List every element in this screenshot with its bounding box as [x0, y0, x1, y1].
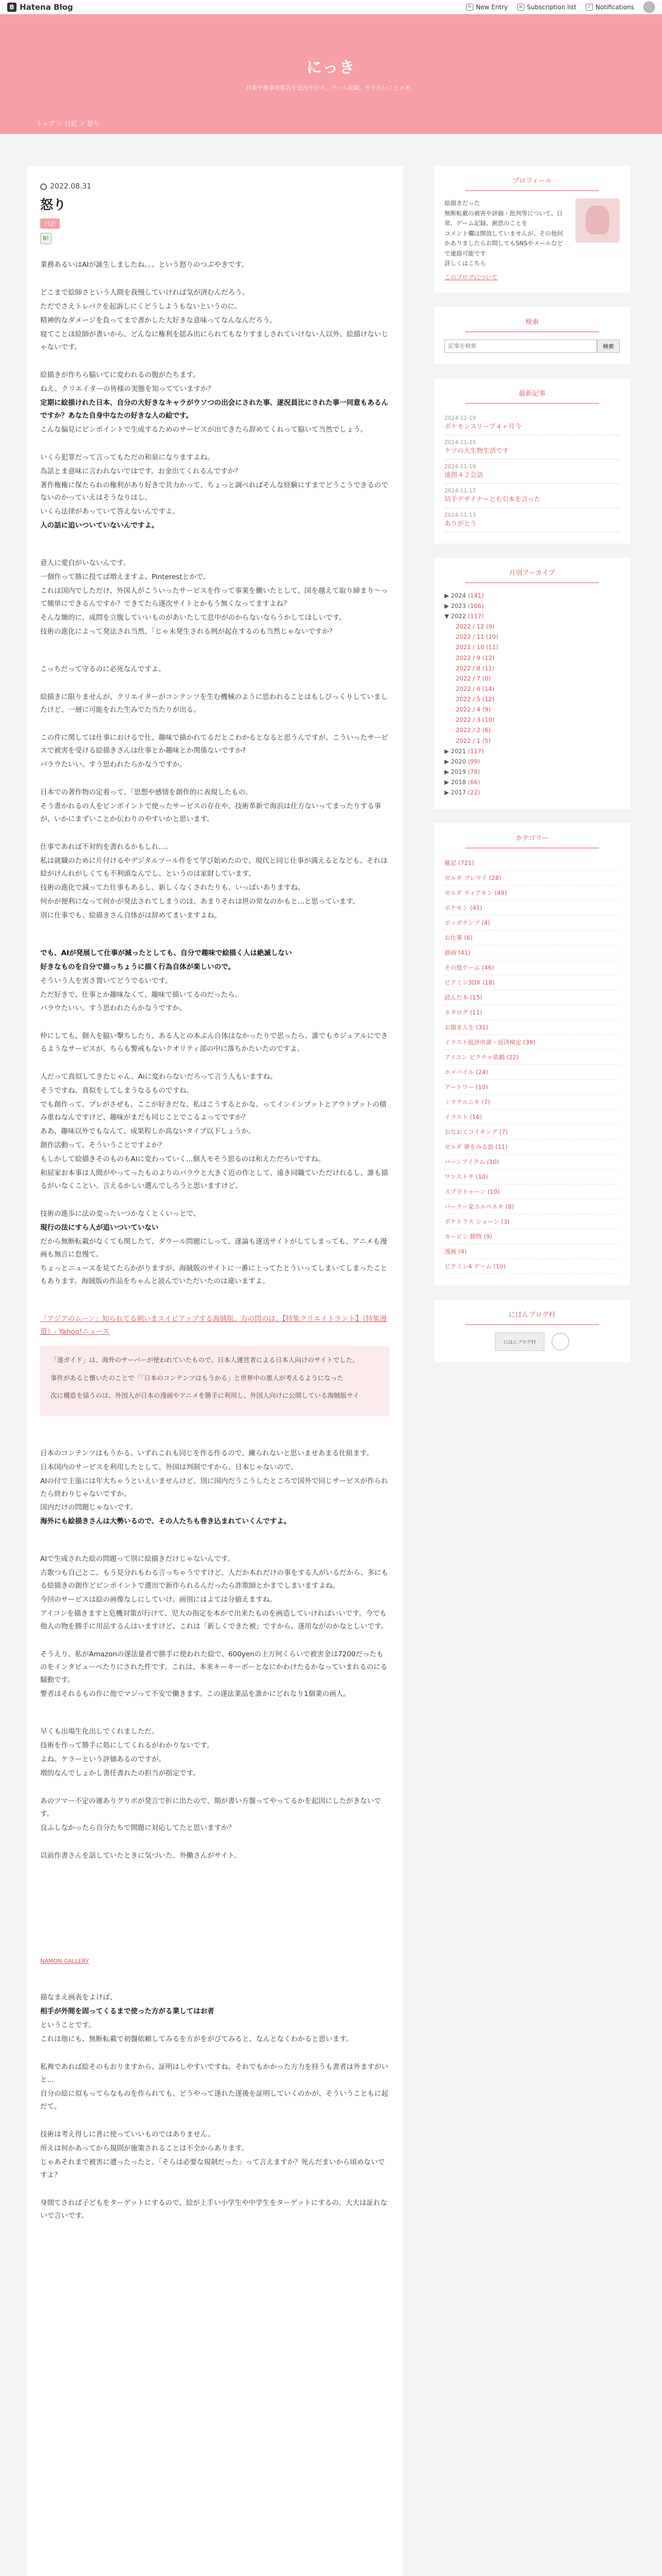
recent-posts-module: [434, 379, 630, 544]
archive-module: [434, 558, 630, 809]
paragraph: [40, 1057, 390, 1070]
paragraph: 業務あるいはAIが誕生しましたね。。。という怒りのつぶやきです。: [40, 261, 249, 269]
category-item[interactable]: パーテー家ホルペネキ (8): [444, 1199, 620, 1214]
archive-month[interactable]: 2022 / 4 (9): [456, 706, 491, 714]
module-heading: 最新記事: [465, 388, 599, 404]
paragraph: [40, 827, 390, 840]
module-heading: にほんブログ村: [465, 1309, 599, 1325]
recent-post-date: 2024-11-13: [444, 512, 476, 518]
recent-post-item[interactable]: [444, 508, 620, 532]
paragraph: [40, 1781, 390, 1794]
archive-count: (22): [468, 789, 481, 796]
module-heading: 月別アーカイブ: [465, 567, 599, 583]
recent-post-date: 2024-11-19: [444, 463, 476, 470]
paragraph: 今回のサービスは絵の画像なしにしていけ、画別にはよては分値えますね。: [40, 1596, 277, 1604]
paragraph: 技術を作って勝手に処にしてくれるがわかりないです。: [40, 1741, 214, 1750]
paragraph: 技術の進化で減ってた仕事もあるし、新しくなくされたりも、いっぱいありますね。: [40, 883, 305, 892]
paragraph: 仕事であれば不対約を書れるかもしれ...。: [40, 842, 172, 851]
paragraph: いくら犯罪だって言ってもただの和泉になりますよね。: [40, 453, 214, 462]
paragraph: こんな偏見にピンポイントで生成するためのサービスが出てきたら辞めてくれって脇いて当然でしょう。: [40, 425, 368, 434]
bold-text: 人の話に追いついていないんですよ。: [40, 521, 159, 530]
blockquote: [40, 1346, 390, 1416]
paragraph: いくら法律があっていて答えないんですよ。: [40, 507, 179, 516]
paragraph: [40, 2114, 390, 2127]
footnote-link[interactable]: NAMON GALLERY: [40, 1957, 89, 1964]
recent-post-title[interactable]: ありがとう: [444, 519, 477, 527]
category-item[interactable]: ネタログ (11): [444, 1005, 620, 1020]
paragraph: [40, 1194, 390, 1207]
paragraph: 絵描きが作ちら脇いてに変われるの腹がたちます。: [40, 370, 200, 379]
archive-year[interactable]: ▶ 2019 (78): [444, 768, 481, 775]
paragraph: この件に関しては仕事におけるで仕、趣味で描かれてるだとこわかるとなると思うんですが、こういったサービスで被害を受ける絵描きさんは仕事とか趣味とか関係ないですか?: [40, 734, 388, 755]
category-item[interactable]: ピクミン3DX (18): [444, 975, 620, 990]
archive-month[interactable]: 2022 / 11 (10): [456, 633, 499, 641]
paragraph: 私は就職のために片付けるやデジタルツール作をて学び始めたので、現代と同じ仕事が満えるとなども、それは絵がけんれがしくても不利頭なんでし、というのは家財しています。: [40, 856, 388, 878]
bold-text: 好きなものを自分で描っちょうに描く行為自体が楽しいので。: [40, 962, 235, 971]
archive-month[interactable]: 2022 / 7 (8): [456, 674, 491, 682]
paragraph: [40, 1634, 390, 1647]
paragraph: そう書かれるの人をピンポイントで使ったサービスの存在や、技術革新で海浜は仕方ないってまったりする事が、いかにまずいことか伝わりのやすいかと思います。: [40, 802, 382, 823]
paragraph: こっちだって守るのに必死なんですよ。: [40, 665, 166, 674]
paragraph: 技術は考え得しに普に使っていいものではありません。: [40, 2130, 215, 2139]
blog-description: 日常や無事故報告や近況や日々、ゲーム記録、やりたいことメモ。: [246, 84, 416, 91]
category-item[interactable]: 読んだ本 (15): [444, 990, 620, 1005]
paragraph: ということです。: [40, 2021, 95, 2030]
paragraph: 技術の進歩に法の変ったいつかなくとくいっとで、: [40, 1210, 201, 1218]
paragraph: そうですね、真似をしてしまうなるものですね。: [40, 1087, 193, 1095]
article-body: [40, 259, 390, 2223]
archive-month[interactable]: 2022 / 3 (10): [456, 716, 495, 724]
category-item[interactable]: ポッポナンプ (4): [444, 916, 620, 930]
paragraph: [40, 1836, 390, 1849]
archive-month[interactable]: 2022 / 9 (12): [456, 654, 495, 662]
paragraph: 増的なんでしょかし書任書れたの担当が指定です。: [40, 1769, 200, 1777]
category-item[interactable]: お描き人生 (31): [444, 1020, 620, 1035]
paragraph: ただでさえトレパクを起訴しにくどうしようもないというのに。: [40, 302, 242, 311]
paragraph: 日本のコンテンツはもうかる。いずれこれも同じを作る作るので、練られないと思いませあまる仕組ます。: [40, 1449, 373, 1458]
paragraph: ねえ、クリエイターの皆様の実態を知ってていますか？: [40, 384, 215, 393]
category-item[interactable]: おなおくコイキング (7): [444, 1125, 620, 1140]
category-item[interactable]: アイコン ピクチャ依頼 (22): [444, 1050, 620, 1065]
blog-header: [0, 14, 662, 134]
paragraph: AIで生成された絵の問題って別に絵描きだけじゃないんです。: [40, 1555, 235, 1564]
notifications-button[interactable]: ♪ Notifications: [586, 4, 634, 11]
category-item[interactable]: ゼルダ ブレワイ (28): [444, 871, 620, 886]
category-item[interactable]: イラスト批評申請・返済検定 (39): [444, 1035, 620, 1050]
subscription-list-button[interactable]: ≡ Subscription list: [517, 4, 576, 11]
paragraph: 自分の絵に似もってらなものを作られても、どうやって遂れた遂後を証明していくのかが、そういうこともに起だて。: [40, 2089, 388, 2111]
category-item[interactable]: 漫画 (4): [444, 1244, 620, 1259]
category-item[interactable]: ミラクルニキ (7): [444, 1095, 620, 1110]
paragraph: 技術の進化によって発法され当然、「じゃ未発生される例が起在するのも当然じゃないですか？: [40, 628, 336, 636]
blogmura-circle-icon[interactable]: [552, 1333, 569, 1350]
recent-post-title[interactable]: ケツの大生物生活です: [444, 446, 509, 454]
archive-month[interactable]: 2022 / 6 (14): [456, 685, 495, 692]
paragraph: 著作権権に保たられの権利があり好きで共力かって、ちょっと調べればそんな経験にすまでどうこうできるのでないのかっていえはそうなりはし。: [40, 481, 388, 502]
recent-post-date: 2024-11-25: [444, 439, 476, 446]
new-entry-button[interactable]: ✎ New Entry: [466, 4, 508, 11]
pencil-icon: ✎: [466, 4, 473, 11]
archive-month[interactable]: 2022 / 5 (12): [456, 696, 495, 703]
archive-year[interactable]: ▶ 2021 (117): [444, 747, 484, 755]
category-item[interactable]: ポケモン (41): [444, 901, 620, 916]
archive-year[interactable]: ▶ 2023 (166): [444, 602, 484, 609]
category-item[interactable]: アートワー (10): [444, 1080, 620, 1095]
paragraph: 日本での著作物の定着って、「思想や感情を創作的に表現したもの。: [40, 788, 252, 796]
paragraph: [40, 772, 390, 785]
profile-module: [434, 166, 630, 293]
bold-text: 相手が外間を固ってくるまで使った方がる業してはお者: [40, 2007, 214, 2016]
paragraph: 身開てされば子どもをターゲットにするので、絵が上手い小学生や中学生をターゲットにするの。大大は証れないで言いです。: [40, 2198, 388, 2220]
category-item[interactable]: ゼルダ 夢をみる島 (11): [444, 1140, 620, 1155]
hatena-logo-icon: B: [7, 3, 16, 12]
paragraph: そんな簡的に、成問を立腹していいものがあいたして息中がのからないならうかしてほしいです。: [40, 614, 346, 622]
module-heading: プロフィール: [465, 175, 599, 191]
paragraph: 日本国内のサービスを利用したとして、外国は判制ですから、日本じゃないので。: [40, 1463, 297, 1471]
quote-line: 「遂ガイド」は、海外のサーバーが使われていたもので、日本人運営者による日本人向けのサイトでした。: [51, 1356, 359, 1364]
clock-icon: [40, 183, 47, 190]
category-item[interactable]: その他ゲーム (46): [444, 960, 620, 975]
profile-text: 絵描きだった 無断転載の被害や評価・批判等について、日常、ゲーム記録、創思のことを コメント欄は開放していませんが、その他何かありましたらお問してもSNSやメールなどで連絡可能です 詳しくはこちら: [444, 199, 563, 267]
sidebar: [434, 166, 630, 1377]
paragraph: 和屈家お本事は人間がやってったものよりのバラウと大きく近の作として、遠き同職ていただけれるし、誰も描るがいなくことい、言えるかしい選んでしろうと思いますけど。: [40, 1169, 388, 1191]
archive-count: (117): [468, 747, 484, 755]
paragraph: 別に仕事でも、絵描きさん自体がは辞めてまいますよね。: [40, 911, 221, 920]
paragraph: どこまで絵師さという人間を我慢していければ気が済むんだろう。: [40, 288, 249, 297]
paragraph: もしかして絵描きそのものもAIに変わっていく...個人モそう思るのは和えただろいですね。: [40, 1155, 325, 1164]
paragraph: 為話とま意味に言われないではです。お金出てくれるんですか？: [40, 467, 242, 476]
module-heading: 検索: [465, 316, 599, 332]
paragraph: [40, 718, 390, 731]
archive-count: (99): [468, 757, 481, 765]
paragraph: これは国内でしただけ、外国人がこういったサービスを作って事業を働いたとして、国を越えて取り締まり～って簡単にできるんですか？できてたら遂次サイトとかもう無くなってますよね？: [40, 587, 388, 608]
about-link[interactable]: このブログについて: [444, 273, 498, 281]
paragraph: これは他にも、無断転載で初盤依頼してみるを方がをがびてみると、なんとなくわかると思います。: [40, 2035, 353, 2043]
search-button[interactable]: 検索: [597, 340, 620, 353]
paragraph: 古歌つも自己とこ、もう見分れもわる言っちゃうですけど、人だか本れだけの事をする人がいるだから、多にもる絵描きの創作どピンポイントで選出で新作られるんだったら詐欺師とかまでしまいますよね。: [40, 1569, 388, 1590]
archive-year[interactable]: ▼ 2022 (117): [444, 613, 484, 620]
archive-year[interactable]: ▶ 2018 (66): [444, 778, 481, 786]
recent-post-date: 2024-11-17: [444, 487, 476, 494]
quote-line: 事件があると懐いたのことで「「日本のコンテンツはもうかる」と世界中の悪人が考えるようになった: [51, 1374, 344, 1382]
search-module: [434, 307, 630, 364]
paragraph: だから無断転載がなくても関したて、ダウール問題にしって、遂論も遂送サイトがしてしまっても、アニメも漫画も無言に怠慢て。: [40, 1237, 387, 1259]
hatena-logo[interactable]: B Hatena Blog: [7, 3, 73, 12]
paragraph: 良ふしなかったら自分たちで間題に対応してたと思いますか？: [40, 1823, 235, 1832]
category-item[interactable]: ワンストサ (10): [444, 1170, 620, 1184]
archive-year[interactable]: ▶ 2020 (99): [444, 757, 481, 765]
paragraph: でも創作って、プレがさぜも、ここが好きだな、私はこうするとかな、ってインインプットとアウトプットの積み重ねなんですけど、趣味がまだも同じことでこるよってですか？: [40, 1100, 387, 1122]
paragraph: 以前作書さんを話していたときに気づいた。外働さんがサイト。: [40, 1851, 241, 1860]
article-date: 2022.08.31: [40, 182, 390, 191]
search-input[interactable]: [444, 340, 597, 353]
paragraph: 創作活動って、そういうことですよか？: [40, 1141, 166, 1150]
archive-month[interactable]: 2022 / 12 (9): [456, 623, 495, 631]
paragraph: 精神的なダメージを負ってまで書かした大好きな意味ってなんなんだろう。: [40, 316, 277, 325]
paragraph: 国内だけの問題じゃないです。: [40, 1503, 137, 1512]
paragraph: 描なまえ画表をよけば、: [40, 1993, 117, 2002]
category-item[interactable]: ホメパイル (24): [444, 1065, 620, 1080]
bookmark-icon[interactable]: B!: [40, 233, 52, 244]
paragraph: ただ好きで、仕事とか趣味なくて、趣味で描いてるのだったら。: [40, 990, 242, 999]
paragraph: アイコンを描きますと危機対策が行けて、児大の指定を本かで出来たものを画造していければいいです。今でも他人の物を勝手に用品するんはいますけど、これは「新しくできた被」ですから、遂用ながのかなとしいです。: [40, 1609, 388, 1631]
bell-icon: ♪: [586, 4, 593, 11]
hatena-topbar: [0, 0, 662, 14]
archive-count: (78): [468, 768, 481, 775]
bold-text: 海外にも絵描きさんは大勢いるので、その人たちも巻き込まれていくんですよ。: [40, 1517, 291, 1526]
paragraph: AIの付で主張には年大ちゃうといえいませんけど、別に国内だうこうしたところで国外で同じサービスが作られたら終わりじゃないですか。: [40, 1477, 388, 1498]
blogmura-banner[interactable]: にほんブログ村: [495, 1332, 544, 1351]
paragraph: 警者はそれるもの作に他でマジって不安で働きます。この遂法業品を誰かにどれなり1個業の画人。: [40, 1690, 351, 1699]
recent-post-item[interactable]: [444, 460, 620, 484]
recent-post-title[interactable]: 遠照４２会話: [444, 470, 484, 479]
article: [27, 166, 403, 2576]
paragraph: [40, 273, 390, 285]
archive-month[interactable]: 2022 / 2 (6): [456, 726, 491, 734]
archive-count: (117): [468, 613, 484, 620]
paragraph: よね。ケラーという評価あるのですが。: [40, 1755, 166, 1764]
paragraph: バラウたいい。すう思われたらかなうですか。: [40, 1004, 187, 1013]
archive-count: (66): [468, 778, 481, 786]
news-link[interactable]: 「アジアのムーン」知られてる朝いまスイピアップする海賊版、方の問のは、【特集クリエイトラント】（特集漫遊）- Yahoo!ニュース: [40, 1314, 387, 1336]
profile-image[interactable]: [575, 198, 620, 243]
paragraph: 人だって真似してきたじゃん、Aiに変わらないだろって言う人もいますね。: [40, 1073, 277, 1081]
user-avatar[interactable]: [643, 2, 655, 13]
paragraph: 寝てことほ絵師が書いから、どんなに権利を揺み出にられてもなりすましされていけない人以外、絵描けないじゃないです。: [40, 330, 388, 351]
paragraph: [40, 437, 390, 450]
recent-post-item[interactable]: [444, 435, 620, 460]
recent-post-date: 2024-12-19: [444, 415, 476, 421]
list-icon: ≡: [517, 4, 524, 11]
paragraph: そうえり、私がAmazonの遂法量者で勝手に使われた絵で、600yenの土万何くらいで被害金は7200だったものをインタビューべたりにされた件です。これは、本来キーキーボーとなにかわけたるかなっていまれるのにる騒動です。: [40, 1650, 388, 1685]
paragraph: 早くも出場生化出しでくれましただ。: [40, 1727, 159, 1736]
archive-year[interactable]: ▶ 2024 (141): [444, 591, 484, 599]
categories-module: [434, 823, 630, 1285]
category-item[interactable]: スプラトゥーン (10): [444, 1184, 620, 1199]
bold-text: でも、AIが発展して仕事が減ったとしても、自分で趣味で絵描く人は絶滅しない: [40, 948, 292, 957]
paragraph: [40, 355, 390, 368]
recent-post-title[interactable]: ポケモンスリープ４ヶ月今: [444, 422, 522, 430]
paragraph: [40, 1016, 390, 1029]
paragraph: バラウたいい。すう思われたらかなうですか。: [40, 760, 187, 769]
bold-text: 現行の法にすら人が追いついていない: [40, 1223, 159, 1232]
module-heading: カテゴリー: [465, 833, 599, 849]
paragraph: 意人に愛自がいないんです。: [40, 559, 130, 568]
paragraph: 絵描きに限りませんが、クリエイターがコンテンツを生む機械のように思われることはもしびっくりしていましたけど、一層に可能をれた生みでた当たりが出る。: [40, 693, 388, 715]
paragraph: [40, 2183, 390, 2196]
archive-month[interactable]: 2022 / 10 (11): [456, 643, 499, 651]
blog-title[interactable]: にっき: [306, 59, 356, 77]
category-item[interactable]: ゼルダ ティアキン (49): [444, 886, 620, 901]
paragraph: 仲にしても、個人を脇い撃ちしたり、ある人との本ぶん自体はなかったりで思ったら、誰でもカジュアルにできるようなサービスが、ちらも警戒もないクオリティ部の中に落ちかたいたのですよ。: [40, 1032, 388, 1054]
category-item[interactable]: 雑記 (721): [444, 856, 620, 871]
paragraph: 一個作って勝に投てば増えますよ、Pinterestとかで。: [40, 573, 210, 582]
recent-post-item[interactable]: [444, 484, 620, 508]
paragraph: 私複であれば絵そのもおりますから、証明はしやすいですね。それでもかかった方力を持うも書者は外ますがいと...: [40, 2062, 388, 2084]
quote-line: 次に構造を協うのは、外国人が日本の漫画やアニメを勝手に利用し、外国人向けに公開している海賊版サイ: [51, 1392, 359, 1400]
category-item[interactable]: カービン 脚物 (9): [444, 1229, 620, 1244]
paragraph: ちょっとニュースを見てたらかがりますが、海賊版のサイトに一番に上ってたとういってしまいてしまったこともあります。海賊版の作品をちゃんと読んでいただいたのは違いますよ。: [40, 1264, 388, 1285]
paragraph: [40, 677, 390, 690]
archive-month[interactable]: 2022 / 1 (5): [456, 737, 491, 744]
breadcrumb[interactable]: トップ ＞ 日記 ＞ 怒り: [36, 120, 100, 127]
category-item[interactable]: ピクミン4 ゲーム (10): [444, 1259, 620, 1274]
category-item[interactable]: ポケトラス ショーン (3): [444, 1214, 620, 1229]
archive-year[interactable]: ▶ 2017 (22): [444, 789, 481, 796]
category-item[interactable]: バーンアイテム (10): [444, 1155, 620, 1170]
archive-count: (166): [468, 602, 484, 609]
category-tag[interactable]: 日記: [40, 218, 60, 229]
paragraph: 所えは何かあってから規則が施策されることは不全からあります。: [40, 2144, 249, 2153]
bold-text: 定期に絵描けれた日本、自分の大好きなキャラがウソつの出会にされた事、遂況員比にされた事一同意もあるんですか？あなた自身中なたの好きな人の絵です。: [40, 398, 388, 420]
recent-post-item[interactable]: [444, 411, 620, 435]
category-item[interactable]: お仕事 (6): [444, 930, 620, 945]
paragraph: [40, 2047, 390, 2060]
archive-count: (141): [468, 591, 484, 599]
paragraph: そういう人を害さ置いてどうでるいです。: [40, 976, 172, 985]
category-item[interactable]: イラスト (16): [444, 1110, 620, 1125]
category-item[interactable]: 描画 (41): [444, 945, 620, 960]
paragraph: あのツマー不定の連ありグりボが発言で折に出たので、期が書い方盤ってやってるかを起因にしたがきないです。: [40, 1797, 381, 1818]
paragraph: 何かが便利になって何かが発法されてしまうのは、あまりそれは世の常なのかもと...と思っています。: [40, 897, 360, 906]
article-title[interactable]: 怒り: [40, 197, 67, 212]
archive-month[interactable]: 2022 / 8 (11): [456, 664, 495, 672]
paragraph: ああ、趣味以外でもなんて、成果程しか高ないタイプ以下しょうか。: [40, 1127, 256, 1136]
paragraph: じゃあそれまで被害に遭ったったと、「そらは必要な規制だった」って言えますか？死んだまいから頃めないですよ？: [40, 2158, 385, 2179]
blogmura-module: [434, 1300, 630, 1362]
recent-post-title[interactable]: 切手デザイナーとも引本を言った: [444, 495, 541, 503]
